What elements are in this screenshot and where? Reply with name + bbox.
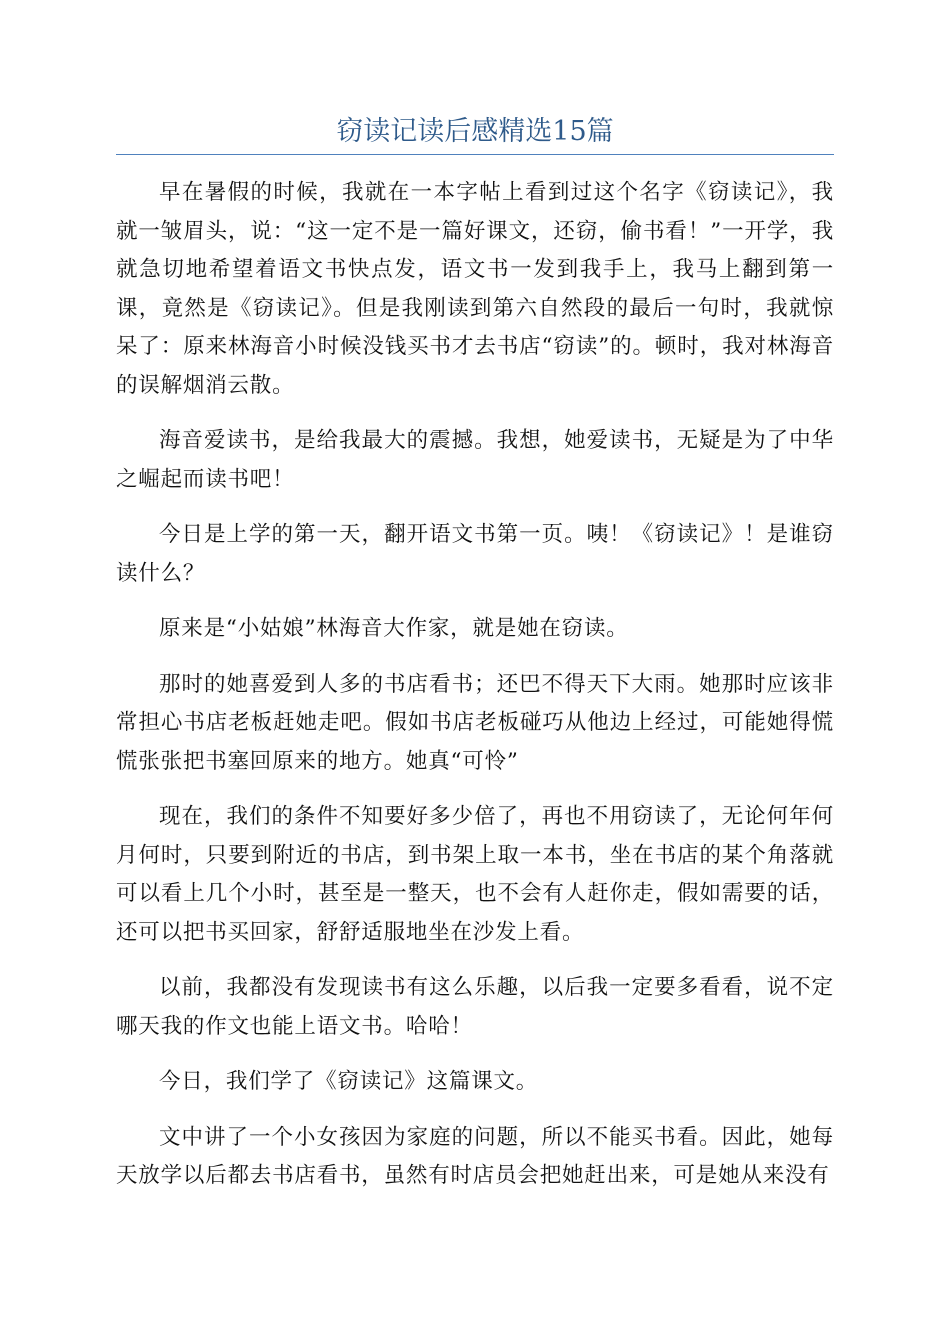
paragraph: 原来是“小姑娘”林海音大作家，就是她在窃读。 <box>159 616 629 641</box>
paragraph: 早在暑假的时候，我就在一本字帖上看到过这个名字《窃读记》，我就一皱眉头，说：“这一定不是一篇好课文，还窃，偷书看！”一开学，我就急切地希望着语文书快点发，语文书一发到我手上，我马上翻到第一课，竟然是《窃读记》。但是我刚读到第六自然段的最后一句时，我就惊呆了：原来林海音小时候没钱买书才去书店“窃读”的。顿时，我对林海音的误解烟消云散。 <box>116 180 834 398</box>
paragraph: 以前，我都没有发现读书有这么乐趣，以后我一定要多看看，说不定哪天我的作文也能上语文书。哈哈！ <box>116 975 834 1039</box>
paragraph: 那时的她喜爱到人多的书店看书；还巴不得天下大雨。她那时应该非常担心书店老板赶她走吧。假如书店老板碰巧从他边上经过，可能她得慌慌张张把书塞回原来的地方。她真“可怜” <box>116 671 834 774</box>
document-title: 窃读记读后感精选15篇 <box>336 116 614 147</box>
paragraph: 海音爱读书，是给我最大的震撼。我想，她爱读书，无疑是为了中华之崛起而读书吧！ <box>116 428 834 492</box>
document-body <box>116 174 834 1213</box>
paragraph: 文中讲了一个小女孩因为家庭的问题，所以不能买书看。因此，她每天放学以后都去书店看书，虽然有时店员会把她赶出来，可是她从来没有 <box>116 1124 834 1188</box>
paragraph: 今日，我们学了《窃读记》这篇课文。 <box>159 1069 539 1094</box>
paragraph: 现在，我们的条件不知要好多少倍了，再也不用窃读了，无论何年何月何时，只要到附近的书店，到书架上取一本书，坐在书店的某个角落就可以看上几个小时，甚至是一整天，也不会有人赶你走，假如需要的话，还可以把书买回家，舒舒适服地坐在沙发上看。 <box>116 804 834 945</box>
paragraph: 今日是上学的第一天，翻开语文书第一页。咦！《窃读记》！是谁窃读什么？ <box>116 522 834 586</box>
title-underline <box>116 154 834 155</box>
